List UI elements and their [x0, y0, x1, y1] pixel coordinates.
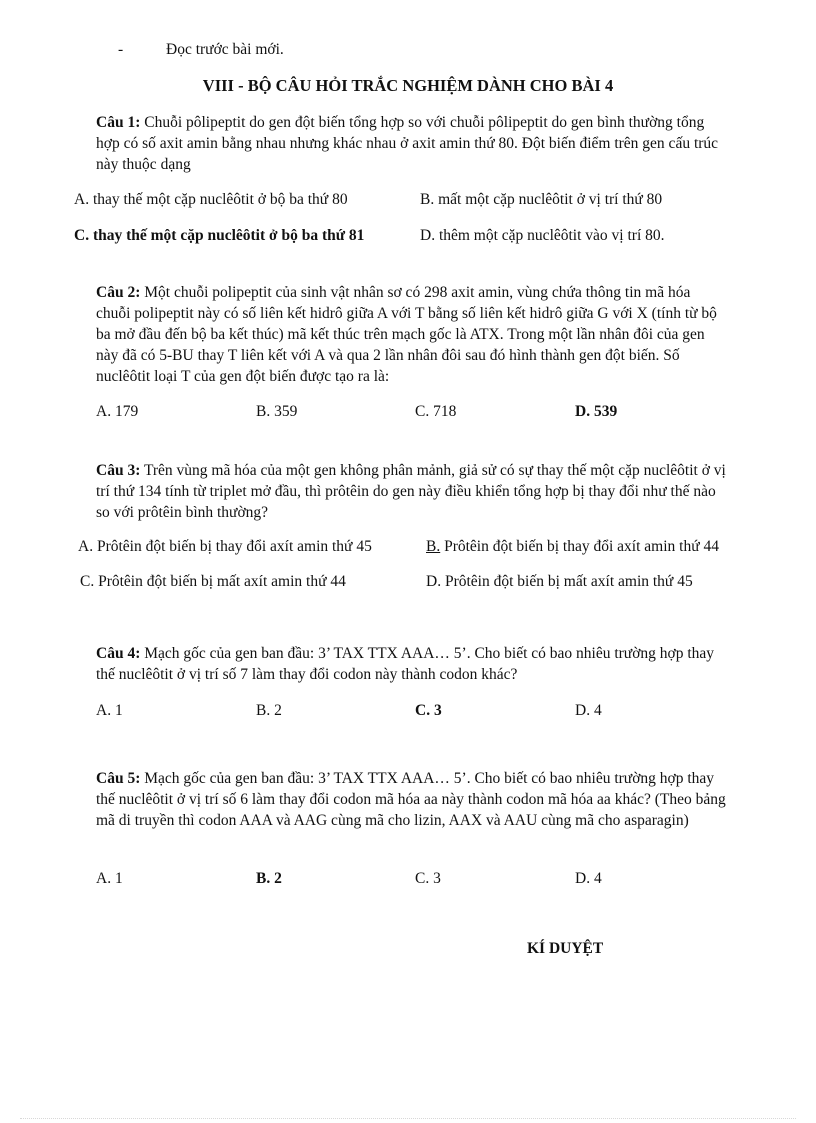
question-5-text: Mạch gốc của gen ban đầu: 3’ TAX TTX AAA… 5’. Cho biết có bao nhiêu trường hợp thay thế nuclêôtit ở vị trí số 6 làm thay đổi codon mã hóa aa này thành codon mã hóa aa khác? (Theo bảng mã di truyền thì codon AAA và AAG cùng mã cho lizin, AAX và AAU cùng mã cho asparagin) [96, 770, 726, 829]
q3-option-a: A. Prôtêin đột biến bị thay đổi axít amin thứ 45 [78, 538, 372, 555]
q2-option-d-answer: D. 539 [575, 403, 618, 420]
section-title: VIII - BỘ CÂU HỎI TRẮC NGHIỆM DÀNH CHO BÀI 4 [202, 76, 614, 95]
question-5 [96, 768, 726, 831]
question-4-label: Câu 4: [96, 645, 141, 662]
q1-option-d: D. thêm một cặp nuclêôtit vào vị trí 80. [420, 227, 665, 244]
question-3 [96, 460, 726, 523]
q1-option-a: A. thay thế một cặp nuclêôtit ở bộ ba thứ 80 [74, 191, 348, 208]
question-4 [96, 643, 726, 685]
signature-label: KÍ DUYỆT [527, 940, 604, 957]
question-1-label: Câu 1: [96, 114, 141, 131]
question-1-text: Chuỗi pôlipeptit do gen đột biến tổng hợp so với chuỗi pôlipeptit do gen bình thường tổng hợp có số axit amin bằng nhau nhưng khác nhau ở axit amin thứ 80. Đột biến điểm trên gen cấu trúc này thuộc dạng [96, 114, 719, 173]
q3-option-d: D. Prôtêin đột biến bị mất axít amin thứ 45 [426, 573, 693, 590]
bullet-dash: - [118, 41, 124, 58]
question-2-text: Một chuỗi polipeptit của sinh vật nhân sơ có 298 axit amin, vùng chứa thông tin mã hóa chuỗi polipeptit này có số liên kết hidrô giữa A với T bằng số liên kết hidrô giữa G với X (tính từ bộ ba mở đầu đến bộ ba kết thúc) mã kết thúc trên mạch gốc là ATX. Trong một lần nhân đôi của gen này đã có 5-BU thay T liên kết với A và qua 2 lần nhân đôi sau đó hình thành gen đột biến. Số nuclêôtit loại T của gen đột biến được tạo ra là: [96, 284, 717, 385]
q5-option-a: A. 1 [96, 870, 123, 887]
question-5-label: Câu 5: [96, 770, 141, 787]
q5-option-d: D. 4 [575, 870, 602, 887]
question-1 [96, 112, 726, 175]
bullet-text: Đọc trước bài mới. [166, 41, 284, 58]
q1-option-c-answer: C. thay thế một cặp nuclêôtit ở bộ ba thứ 81 [74, 227, 365, 244]
q2-option-c: C. 718 [415, 403, 457, 420]
q2-option-a: A. 179 [96, 403, 139, 420]
question-2-label: Câu 2: [96, 284, 141, 301]
question-4-text: Mạch gốc của gen ban đầu: 3’ TAX TTX AAA… 5’. Cho biết có bao nhiêu trường hợp thay thế nuclêôtit ở vị trí số 7 làm thay đổi codon này thành codon khác? [96, 645, 715, 683]
question-3-text: Trên vùng mã hóa của một gen không phân mảnh, giả sử có sự thay thế một cặp nuclêôtit ở vị trí thứ 134 tính từ triplet mở đầu, thì prôtêin do gen này điều khiển tổng hợp bị thay đổi như thế nào so với prôtêin bình thường? [96, 462, 726, 521]
question-3-label: Câu 3: [96, 462, 141, 479]
page-bottom-divider [20, 1118, 796, 1119]
q3-option-b-letter: B. [426, 538, 441, 555]
question-2 [96, 282, 726, 387]
q3-option-b [426, 538, 719, 556]
q1-option-b: B. mất một cặp nuclêôtit ở vị trí thứ 80 [420, 191, 663, 208]
q4-option-c-answer: C. 3 [415, 702, 442, 719]
q4-option-a: A. 1 [96, 702, 123, 719]
q4-option-d: D. 4 [575, 702, 602, 719]
q5-option-c: C. 3 [415, 870, 441, 887]
q3-option-b-text: Prôtêin đột biến bị thay đổi axít amin thứ 44 [440, 538, 719, 555]
q3-option-c: C. Prôtêin đột biến bị mất axít amin thứ 44 [80, 573, 346, 590]
q4-option-b: B. 2 [256, 702, 282, 719]
q5-option-b-answer: B. 2 [256, 870, 282, 887]
q2-option-b: B. 359 [256, 403, 298, 420]
